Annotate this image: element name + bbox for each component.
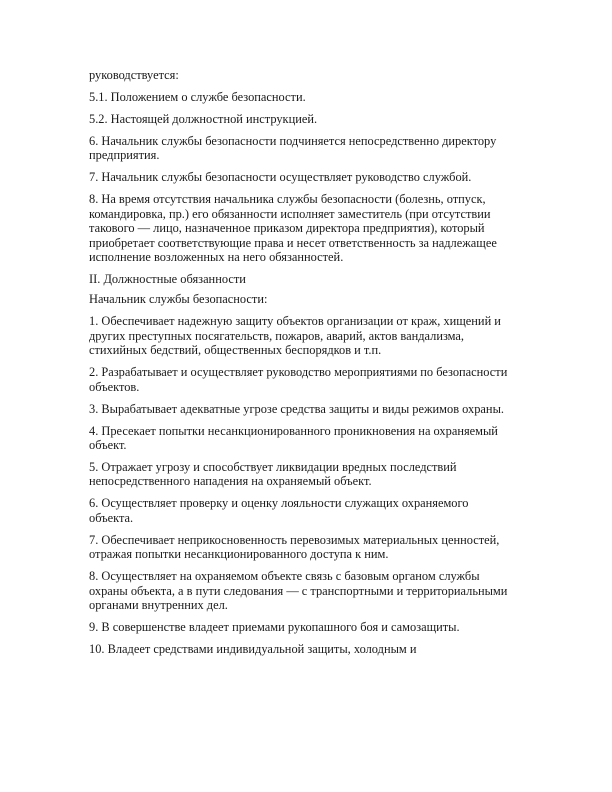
duty-item-2: 2. Разрабатывает и осуществляет руководство мероприятиями по безопасности объектов. xyxy=(89,365,508,394)
paragraph-5-1: 5.1. Положением о службе безопасности. xyxy=(89,90,306,104)
paragraph-intro: руководствуется: xyxy=(89,68,179,82)
section-heading: II. Должностные обязанности xyxy=(89,272,246,287)
duty-item-7: 7. Обеспечивает неприкосновенность перевозимых материальных ценностей, отражая попытки несанкционированного доступа к ним. xyxy=(89,532,500,562)
section-lead: Начальник службы безопасности: xyxy=(89,292,268,307)
duty-item-3: 3. Вырабатывает адекватные угрозе средства защиты и виды режимов охраны. xyxy=(89,401,504,416)
duty-item-4: 4. Пресекает попытки несанкционированного проникновения на охраняемый объект. xyxy=(89,423,498,453)
paragraph-5-2: 5.2. Настоящей должностной инструкцией. xyxy=(89,112,318,126)
paragraph-7: 7. Начальник службы безопасности осуществляет руководство службой. xyxy=(89,170,472,185)
duty-item-8: 8. Осуществляет на охраняемом объекте связь с базовым органом службы охраны объекта, а в пути следования — с транспортными и территориальными органами внутренних дел. xyxy=(89,569,508,613)
duty-item-6: 6. Осуществляет проверку и оценку лояльности служащих охраняемого объекта. xyxy=(89,496,469,525)
paragraph-8: 8. На время отсутствия начальника службы безопасности (болезнь, отпуск, командировка, пр.) его обязанности исполняет заместитель (при отсутствии такового — лицо, назначенное приказом директора предприятия), который приобретает соответствующие права и несет ответственность за надлежащее исполнение возложенных на него обязанностей. xyxy=(89,192,497,265)
document-body xyxy=(89,68,509,664)
duty-item-1: 1. Обеспечивает надежную защиту объектов организации от краж, хищений и других преступных посягательств, пожаров, аварий, актов вандализма, стихийных бедствий, общественных беспорядков и т.п. xyxy=(89,314,501,358)
duty-item-9: 9. В совершенстве владеет приемами рукопашного боя и самозащиты. xyxy=(89,620,460,635)
paragraph-6: 6. Начальник службы безопасности подчиняется непосредственно директору предприятия. xyxy=(89,134,497,163)
duty-item-5: 5. Отражает угрозу и способствует ликвидации вредных последствий непосредственного нападения на охраняемый объект. xyxy=(89,460,457,489)
duty-item-10: 10. Владеет средствами индивидуальной защиты, холодным и xyxy=(89,642,417,657)
